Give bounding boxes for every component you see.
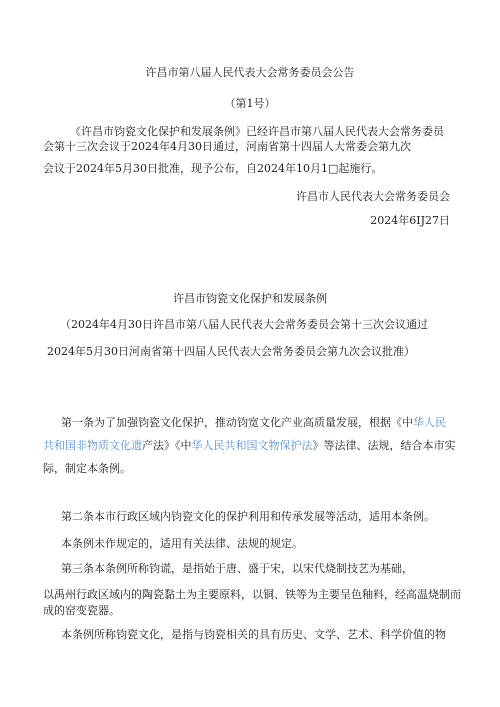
regulation-title: 许昌市钧瓷文化保护和发展条例 (173, 292, 327, 305)
regulation-note-line-1: （2024年4月30日许昌市第八届人民代表大会常务委员会第十三次会议通过 (60, 318, 428, 331)
law-link-cultural-relics[interactable]: 华人民共和国文物保护法 (191, 439, 313, 452)
article-1-line-2 (43, 439, 456, 453)
announcement-body-line-2: 会第十三次会议于2024年4月30日通过，河南省第十四届人大常委会第九次 (43, 140, 411, 153)
announcement-title: 许昌市第八届人民代表大会常务委员会公告 (145, 66, 355, 79)
announcement-body-line-3: 会议于2024年5月30日批准，现予公布，自2024年10月1□起施行。 (43, 162, 383, 175)
article-3-note: 本条例所称钧瓷文化，是指与钧瓷相关的具有历史、文学、艺术、科学价值的物 (61, 628, 446, 641)
law-link-intangible-heritage[interactable]: 华人民 (413, 416, 446, 429)
regulation-note-line-2: 2024年5月30日河南省第十四届人民代表大会常务委员会第九次会议批准） (47, 345, 415, 358)
article-2: 第二条本市行政区域内钧瓷文化的保护利用和传承发展等活动，适用本条例。 (61, 510, 435, 523)
law-link-intangible-heritage-cont[interactable]: 共和国非物质文化遗 (43, 439, 142, 452)
announcement-body-line-1: 《许昌市钧瓷文化保护和发展条例》已经许昌市第八届人民代表大会常务委员 (70, 125, 444, 138)
article-3-line-1: 第三条本条例所称钧谎，是指始于唐、盛于宋，以宋代烧制技艺为基础， (61, 562, 413, 575)
article-1-text: 》等法律、法规，结合本市实 (312, 439, 456, 452)
announcement-date: 2024年6IJ27日 (370, 214, 450, 227)
article-3-line-3: 成的窑变瓷器。 (43, 604, 120, 617)
announcement-number: （第1号） (224, 97, 276, 110)
announcement-signature: 许昌市人民代表大会常务委员会 (296, 190, 450, 203)
article-1-text: 第一条为了加强钧瓷文化保护，推动钧宽文化产业高质量发展，根据《中 (61, 416, 413, 429)
article-1-text: 产法》《中 (142, 439, 192, 452)
article-1-line-1 (61, 416, 446, 430)
article-1-line-3: 际，制定本条例。 (43, 462, 131, 475)
article-2-note: 本条例未作规定的，适用有关法律、法规的规定。 (61, 537, 303, 550)
article-3-line-2: 以禹州行政区域内的陶瓷黏土为主要原料，以铜、铁等为主要呈色釉料，经高温烧制而 (43, 588, 461, 601)
